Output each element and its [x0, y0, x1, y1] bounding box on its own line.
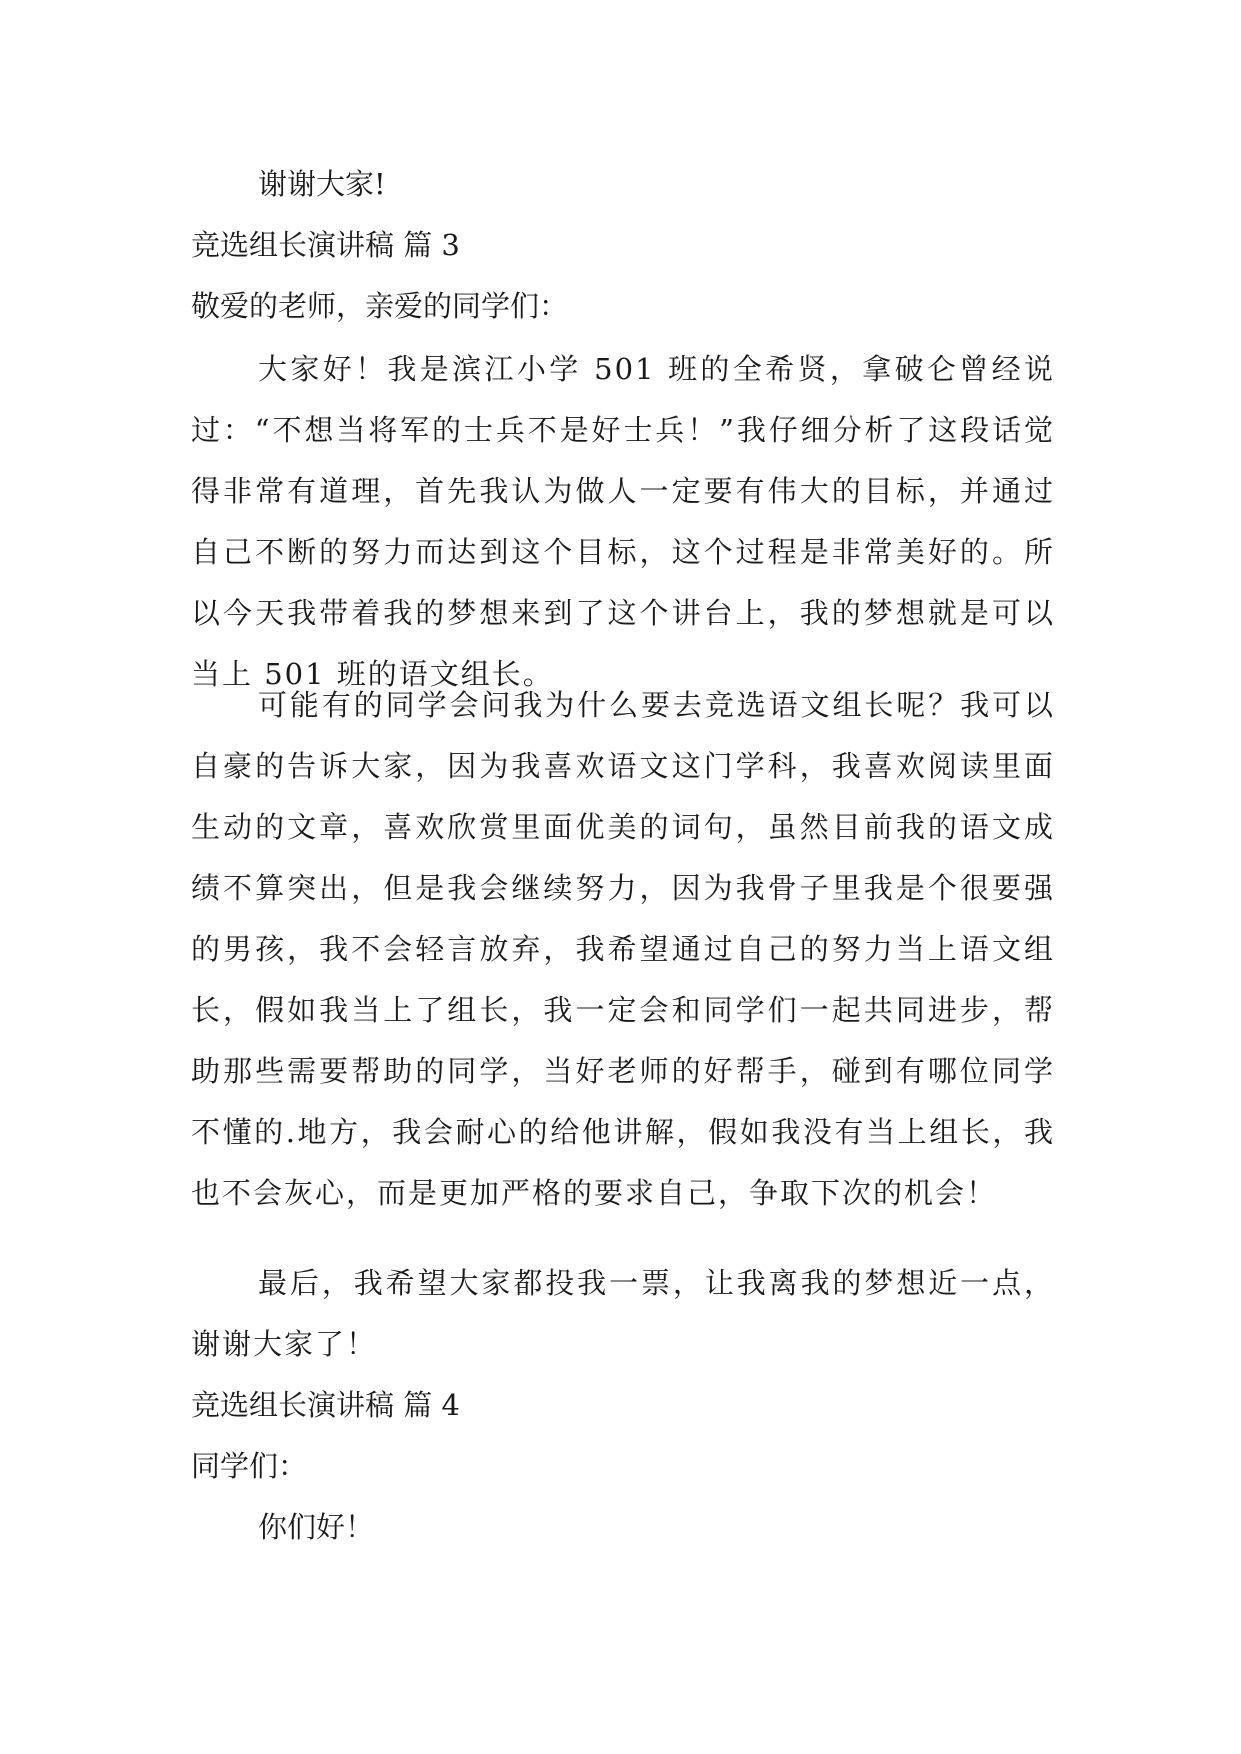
heading-speech-3: 竞选组长演讲稿 篇 3	[191, 228, 460, 262]
paragraph-4-1-block	[191, 1497, 1055, 1558]
paragraph-4-1: 你们好！	[258, 1510, 375, 1544]
salutation-3: 敬爱的老师，亲爱的同学们：	[191, 289, 569, 323]
salutation-3-block	[191, 276, 1055, 337]
paragraph-3-1-block	[191, 339, 1055, 705]
paragraph-3-2-block	[191, 675, 1055, 1224]
heading-speech-3-block	[191, 215, 1055, 276]
closing-thanks: 谢谢大家!	[258, 167, 386, 201]
paragraph-3-3: 最后，我希望大家都投我一票，让我离我的梦想近一点，谢谢大家了！	[191, 1266, 1055, 1361]
closing-thanks-block	[191, 154, 1055, 215]
paragraph-3-1: 大家好！我是滨江小学 501 班的全希贤，拿破仑曾经说过：“不想当将军的士兵不是好士兵！”我仔细分析了这段话觉得非常有道理，首先我认为做人一定要有伟大的目标，并通过自己不断的努力而达到这个目标，这个过程是非常美好的。所以今天我带着我的梦想来到了这个讲台上，我的梦想就是可以当上 501 班的语文组长。	[191, 352, 1055, 691]
heading-speech-4: 竞选组长演讲稿 篇 4	[191, 1388, 460, 1422]
paragraph-3-2: 可能有的同学会问我为什么要去竞选语文组长呢？我可以自豪的告诉大家，因为我喜欢语文这门学科，我喜欢阅读里面生动的文章，喜欢欣赏里面优美的词句，虽然目前我的语文成绩不算突出，但是我会继续努力，因为我骨子里我是个很要强的男孩，我不会轻言放弃，我希望通过自己的努力当上语文组长，假如我当上了组长，我一定会和同学们一起共同进步，帮助那些需要帮助的同学，当好老师的好帮手，碰到有哪位同学不懂的.地方，我会耐心的给他讲解，假如我没有当上组长，我也不会灰心，而是更加严格的要求自己，争取下次的机会！	[191, 688, 1055, 1210]
salutation-4: 同学们：	[191, 1449, 308, 1483]
paragraph-3-3-block	[191, 1253, 1055, 1375]
heading-speech-4-block	[191, 1375, 1055, 1436]
salutation-4-block	[191, 1436, 1055, 1497]
